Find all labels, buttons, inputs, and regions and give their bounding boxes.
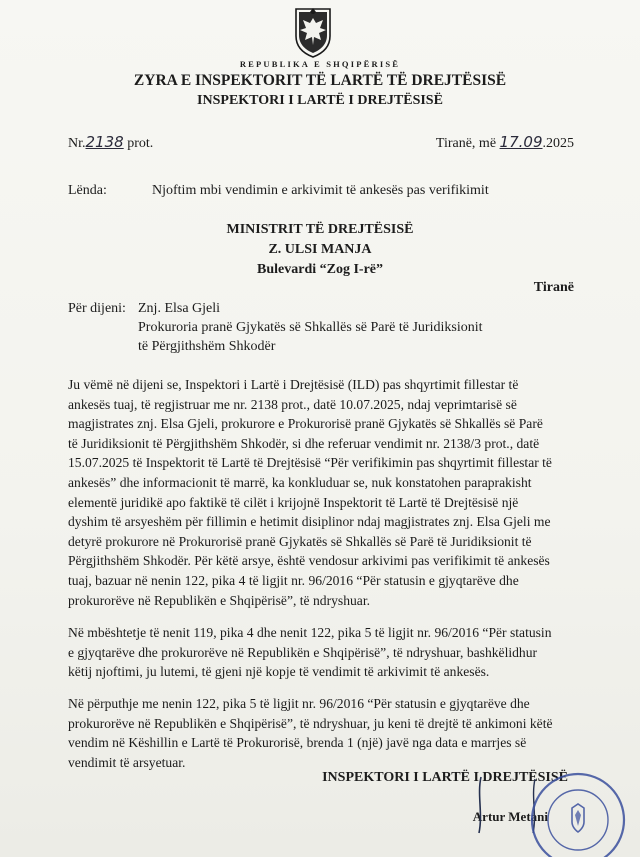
recipient-ministry: MINISTRIT TË DREJTËSISË xyxy=(226,222,414,237)
body-line: këtij njoftimi, ju lutemi, të gjeni një kopje të vendimit të arkivimit të ankesës. xyxy=(68,664,490,680)
recipient-address: Bulevardi “Zog I-rë” xyxy=(257,262,383,277)
body-line: magjistrates znj. Elsa Gjeli, prokurore e Prokurorisë pranë Gjykatës së Shkallës së Parë xyxy=(68,416,543,432)
body-line: Në përputhje me nenin 122, pika 5 të ligjit nr. 96/2016 “Për statusin e gjyqtarëve dhe xyxy=(68,696,530,711)
body-line: ankesës” dhe informacionit të marrë, ka konkluduar se, nuk konstatohen paraprakisht xyxy=(68,474,532,490)
cc-institution-cont: të Përgjithshëm Shkodër xyxy=(138,339,276,354)
body-line: dyshim të arsyeshëm për fillimin e hetimit disiplinor ndaj magjistrates znj. Elsa Gjeli me xyxy=(68,514,551,530)
body-line: prokurorëve në Republikën e Shqipërisë”, të ndryshuar, ju keni të drejtë të ankimoni këtë xyxy=(68,715,553,731)
body-line: Ju vëmë në dijeni se, Inspektori i Lartë i Drejtësisë (ILD) pas shqyrtimit fillestar të xyxy=(68,377,519,392)
cc-person: Znj. Elsa Gjeli xyxy=(138,301,221,316)
cc-label: Për dijeni: xyxy=(68,301,126,316)
date-line xyxy=(436,133,574,152)
body-line: Në mbështetje të nenit 119, pika 4 dhe nenit 122, pika 5 të ligjit nr. 96/2016 “Për statusin xyxy=(68,625,552,640)
recipient-name: Z. ULSI MANJA xyxy=(268,242,372,257)
body-line: detyrë prokurore në Prokurorisë pranë Gjykatës së Shkallës së Parë të Juridiksionit të xyxy=(68,533,532,549)
official-stamp-icon xyxy=(528,770,628,857)
protocol-suffix: prot. xyxy=(127,136,154,151)
albanian-eagle-emblem-icon xyxy=(293,6,333,58)
protocol-number-handwritten: 2138 xyxy=(85,133,124,151)
body-paragraph-3 xyxy=(68,694,568,772)
date-year: .2025 xyxy=(542,136,574,151)
cc-institution: Prokuroria pranë Gjykatës së Shkallës së Parë të Juridiksionit xyxy=(138,320,483,335)
subject-text: Njoftim mbi vendimin e arkivimit të ankesës pas verifikimit xyxy=(152,183,489,198)
body-line: të Juridiksionit të Përgjithshëm Shkodër, si dhe referuar vendimit nr. 2138/3 prot., datë xyxy=(68,435,540,451)
body-line: elementë juridikë apo faktikë të cilët i krijojnë Inspektorit të Lartë të Drejtësisë një xyxy=(68,494,519,510)
place-label: Tiranë, më xyxy=(435,136,497,151)
republic-header: REPUBLIKA E SHQIPËRISË xyxy=(239,59,401,69)
protocol-number xyxy=(68,133,153,152)
signer-name: Artur Metani xyxy=(472,809,548,824)
subject-label: Lënda: xyxy=(68,183,107,198)
body-line: vendim në Këshillin e Lartë të Prokurorisë, brenda 1 (një) javë nga data e marrjes së xyxy=(68,735,527,751)
office-title: ZYRA E INSPEKTORIT TË LARTË TË DREJTËSISË xyxy=(133,72,507,89)
body-line: e gjyqtarëve dhe prokurorëve në Republikën e Shqipërisë”, të ndryshuar, bashkëlidhur xyxy=(68,644,538,660)
body-line: tuaj, bazuar në nenin 122, pika 4 të ligjit nr. 96/2016 “Për statusin e gjyqtarëve dhe xyxy=(68,572,519,588)
recipient-city: Tiranë xyxy=(533,280,574,295)
body-paragraph-2 xyxy=(68,623,568,682)
office-subtitle: INSPEKTORI I LARTË I DREJTËSISË xyxy=(197,93,443,108)
body-line: ankesës tuaj, të regjistruar me nr. 2138 prot., datë 10.07.2025, ndaj veprimtarisë së xyxy=(68,396,517,412)
signer-title: INSPEKTORI I LARTË I DREJTËSISË xyxy=(322,770,568,785)
body-line: vendimit të arsyetuar. xyxy=(68,754,186,770)
protocol-prefix: Nr. xyxy=(68,136,86,151)
body-line: prokurorëve në Republikën e Shqipërisë”, të ndryshuar. xyxy=(68,592,370,608)
body-paragraph-1 xyxy=(68,375,568,610)
body-line: Përgjithshëm Shkodër. Për këtë arsye, është vendosur arkivimi pas verifikimit të ankesës xyxy=(68,553,550,569)
body-line: 15.07.2025 të Inspektorit të Lartë të Drejtësisë “Për verifikimin pas shqyrtimit fillestar të xyxy=(68,455,552,471)
date-handwritten: 17.09 xyxy=(499,133,543,151)
